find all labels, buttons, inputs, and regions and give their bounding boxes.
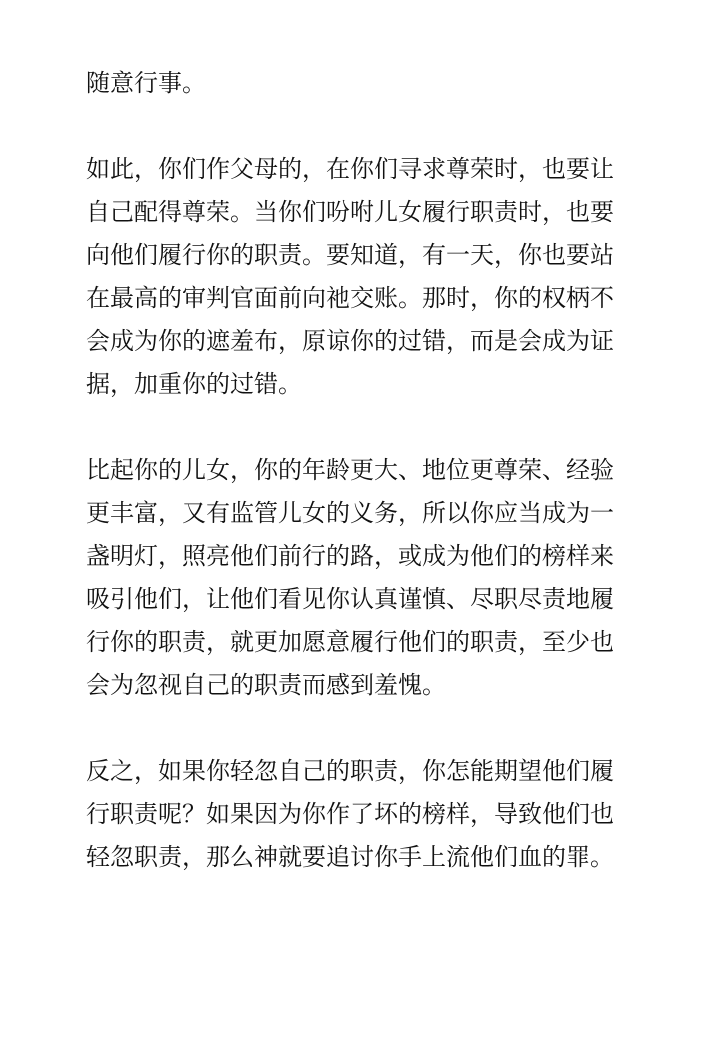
text-line: 会成为你的遮羞布，原谅你的过错，而是会成为证 (86, 327, 614, 355)
paragraph-gap (86, 105, 626, 148)
text-line: 如此，你们作父母的，在你们寻求尊荣时，也要让 (86, 155, 614, 183)
text-line: 据，加重你的过错。 (86, 370, 302, 398)
text-line: 会为忽视自己的职责而感到羞愧。 (86, 671, 446, 699)
paragraph-3 (86, 449, 626, 707)
paragraph-1 (86, 62, 626, 105)
article-body (86, 62, 626, 879)
text-line: 轻忽职责，那么神就要追讨你手上流他们血的罪。 (86, 843, 614, 871)
text-line: 比起你的儿女，你的年龄更大、地位更尊荣、经验 (86, 456, 614, 484)
paragraph-gap (86, 406, 626, 449)
text-line: 吸引他们，让他们看见你认真谨慎、尽职尽责地履 (86, 585, 614, 613)
text-line: 盏明灯，照亮他们前行的路，或成为他们的榜样来 (86, 542, 614, 570)
text-line: 行职责呢？如果因为你作了坏的榜样，导致他们也 (86, 800, 614, 828)
text-line: 行你的职责，就更加愿意履行他们的职责，至少也 (86, 628, 614, 656)
text-line: 随意行事。 (86, 69, 206, 97)
text-line: 反之，如果你轻忽自己的职责，你怎能期望他们履 (86, 757, 614, 785)
text-line: 自己配得尊荣。当你们吩咐儿女履行职责时，也要 (86, 198, 614, 226)
text-line: 向他们履行你的职责。要知道，有一天，你也要站 (86, 241, 614, 269)
text-line: 在最高的审判官面前向祂交账。那时，你的权柄不 (86, 284, 614, 312)
paragraph-2 (86, 148, 626, 406)
paragraph-gap (86, 707, 626, 750)
paragraph-4 (86, 750, 626, 879)
text-line: 更丰富，又有监管儿女的义务，所以你应当成为一 (86, 499, 614, 527)
